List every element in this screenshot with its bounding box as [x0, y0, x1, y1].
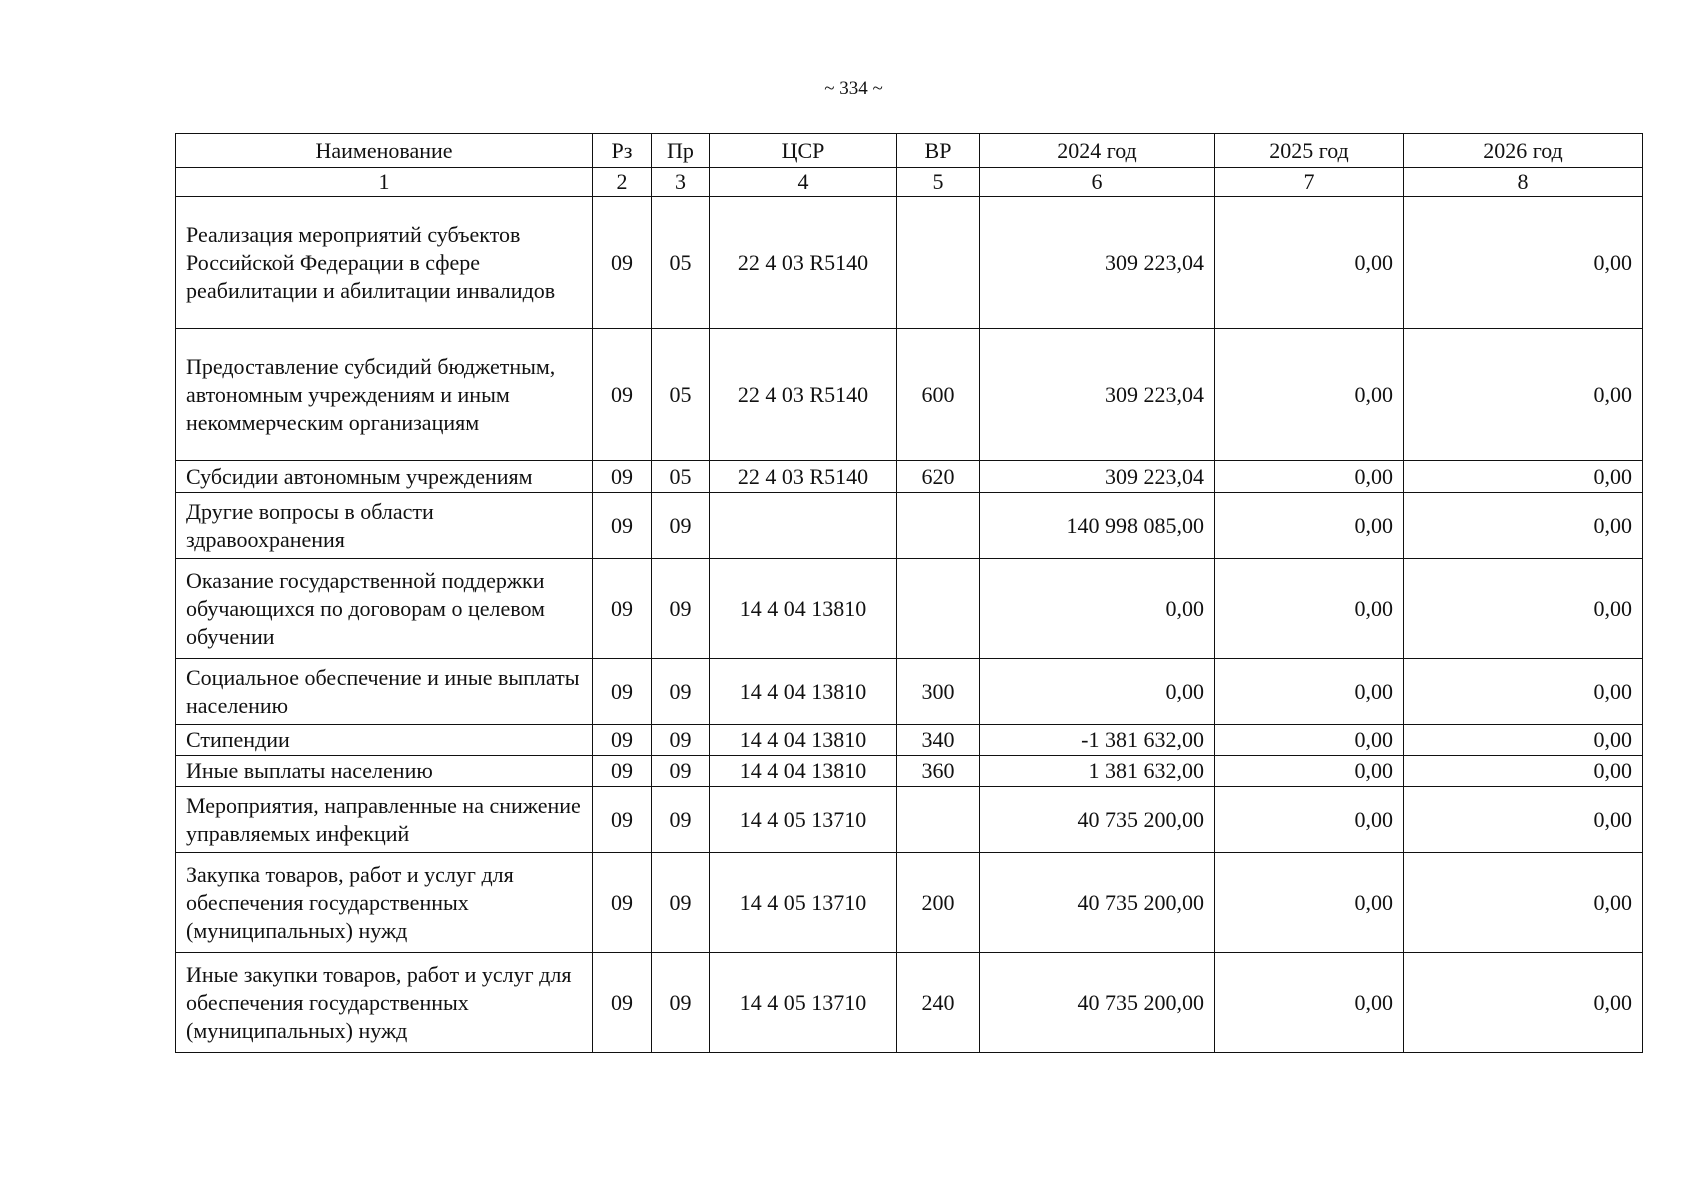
cell-2024: 40 735 200,00	[980, 853, 1215, 953]
header-2024: 2024 год	[980, 134, 1215, 168]
table-row	[176, 329, 1643, 461]
cell-name: Другие вопросы в области здравоохранения	[176, 493, 593, 559]
cell-2024: 309 223,04	[980, 197, 1215, 329]
table-row	[176, 659, 1643, 725]
cell-rz: 09	[593, 659, 652, 725]
cell-pr: 05	[652, 329, 710, 461]
table-row	[176, 559, 1643, 659]
header-name: Наименование	[176, 134, 593, 168]
cell-2025: 0,00	[1215, 461, 1404, 493]
cell-csr: 14 4 05 13710	[710, 853, 897, 953]
cell-pr: 05	[652, 461, 710, 493]
column-number: 2	[593, 168, 652, 197]
cell-2024: 309 223,04	[980, 461, 1215, 493]
column-number: 5	[897, 168, 980, 197]
table-row	[176, 953, 1643, 1053]
column-number: 6	[980, 168, 1215, 197]
cell-2024: 40 735 200,00	[980, 953, 1215, 1053]
budget-table	[175, 133, 1643, 1053]
cell-vr: 600	[897, 329, 980, 461]
column-number: 8	[1404, 168, 1643, 197]
table-row	[176, 756, 1643, 787]
table-row	[176, 725, 1643, 756]
header-csr: ЦСР	[710, 134, 897, 168]
table-row	[176, 853, 1643, 953]
cell-pr: 09	[652, 493, 710, 559]
cell-2026: 0,00	[1404, 461, 1643, 493]
cell-name: Иные закупки товаров, работ и услуг для обеспечения государственных (муниципальных) нужд	[176, 953, 593, 1053]
cell-vr: 200	[897, 853, 980, 953]
page-number: ~ 334 ~	[824, 78, 883, 99]
cell-2024: 309 223,04	[980, 329, 1215, 461]
cell-name: Закупка товаров, работ и услуг для обеспечения государственных (муниципальных) нужд	[176, 853, 593, 953]
cell-csr: 14 4 04 13810	[710, 559, 897, 659]
cell-name: Стипендии	[176, 725, 593, 756]
cell-2026: 0,00	[1404, 329, 1643, 461]
cell-pr: 09	[652, 953, 710, 1053]
cell-rz: 09	[593, 559, 652, 659]
table-header-row	[176, 134, 1643, 168]
column-number-row	[176, 168, 1643, 197]
cell-rz: 09	[593, 493, 652, 559]
cell-2026: 0,00	[1404, 659, 1643, 725]
cell-csr: 14 4 04 13810	[710, 756, 897, 787]
cell-pr: 09	[652, 756, 710, 787]
cell-name: Социальное обеспечение и иные выплаты населению	[176, 659, 593, 725]
cell-vr	[897, 197, 980, 329]
cell-csr: 14 4 05 13710	[710, 953, 897, 1053]
cell-rz: 09	[593, 953, 652, 1053]
cell-2024: 40 735 200,00	[980, 787, 1215, 853]
cell-2026: 0,00	[1404, 559, 1643, 659]
cell-csr: 22 4 03 R5140	[710, 461, 897, 493]
table-row	[176, 787, 1643, 853]
cell-2025: 0,00	[1215, 329, 1404, 461]
cell-name: Мероприятия, направленные на снижение управляемых инфекций	[176, 787, 593, 853]
header-rz: Рз	[593, 134, 652, 168]
cell-vr	[897, 493, 980, 559]
cell-name: Предоставление субсидий бюджетным, автономным учреждениям и иным некоммерческим организациям	[176, 329, 593, 461]
cell-rz: 09	[593, 787, 652, 853]
cell-pr: 09	[652, 853, 710, 953]
cell-2026: 0,00	[1404, 787, 1643, 853]
cell-2025: 0,00	[1215, 659, 1404, 725]
column-number: 4	[710, 168, 897, 197]
header-2025: 2025 год	[1215, 134, 1404, 168]
cell-vr: 300	[897, 659, 980, 725]
cell-2025: 0,00	[1215, 493, 1404, 559]
header-2026: 2026 год	[1404, 134, 1643, 168]
cell-csr: 14 4 04 13810	[710, 659, 897, 725]
cell-pr: 05	[652, 197, 710, 329]
cell-pr: 09	[652, 787, 710, 853]
cell-rz: 09	[593, 756, 652, 787]
cell-2026: 0,00	[1404, 756, 1643, 787]
cell-name: Оказание государственной поддержки обучающихся по договорам о целевом обучении	[176, 559, 593, 659]
cell-csr: 14 4 04 13810	[710, 725, 897, 756]
cell-2024: -1 381 632,00	[980, 725, 1215, 756]
cell-vr: 240	[897, 953, 980, 1053]
header-pr: Пр	[652, 134, 710, 168]
column-number: 1	[176, 168, 593, 197]
cell-name: Реализация мероприятий субъектов Российской Федерации в сфере реабилитации и абилитации инвалидов	[176, 197, 593, 329]
column-number: 3	[652, 168, 710, 197]
cell-2026: 0,00	[1404, 725, 1643, 756]
cell-rz: 09	[593, 725, 652, 756]
column-number: 7	[1215, 168, 1404, 197]
table-row	[176, 197, 1643, 329]
cell-2025: 0,00	[1215, 853, 1404, 953]
cell-2025: 0,00	[1215, 725, 1404, 756]
cell-2024: 0,00	[980, 659, 1215, 725]
cell-2025: 0,00	[1215, 787, 1404, 853]
cell-csr: 22 4 03 R5140	[710, 329, 897, 461]
cell-pr: 09	[652, 659, 710, 725]
cell-pr: 09	[652, 725, 710, 756]
cell-csr: 14 4 05 13710	[710, 787, 897, 853]
cell-2025: 0,00	[1215, 953, 1404, 1053]
cell-name: Субсидии автономным учреждениям	[176, 461, 593, 493]
cell-2026: 0,00	[1404, 853, 1643, 953]
cell-csr	[710, 493, 897, 559]
cell-csr: 22 4 03 R5140	[710, 197, 897, 329]
header-vr: ВР	[897, 134, 980, 168]
cell-rz: 09	[593, 461, 652, 493]
cell-2025: 0,00	[1215, 559, 1404, 659]
cell-vr: 340	[897, 725, 980, 756]
cell-name: Иные выплаты населению	[176, 756, 593, 787]
cell-pr: 09	[652, 559, 710, 659]
cell-vr	[897, 787, 980, 853]
cell-vr: 620	[897, 461, 980, 493]
cell-2025: 0,00	[1215, 197, 1404, 329]
cell-vr	[897, 559, 980, 659]
cell-2026: 0,00	[1404, 197, 1643, 329]
cell-vr: 360	[897, 756, 980, 787]
cell-2024: 140 998 085,00	[980, 493, 1215, 559]
cell-2024: 1 381 632,00	[980, 756, 1215, 787]
cell-rz: 09	[593, 329, 652, 461]
cell-2024: 0,00	[980, 559, 1215, 659]
cell-rz: 09	[593, 853, 652, 953]
table-row	[176, 493, 1643, 559]
cell-rz: 09	[593, 197, 652, 329]
cell-2025: 0,00	[1215, 756, 1404, 787]
cell-2026: 0,00	[1404, 493, 1643, 559]
table-row	[176, 461, 1643, 493]
cell-2026: 0,00	[1404, 953, 1643, 1053]
